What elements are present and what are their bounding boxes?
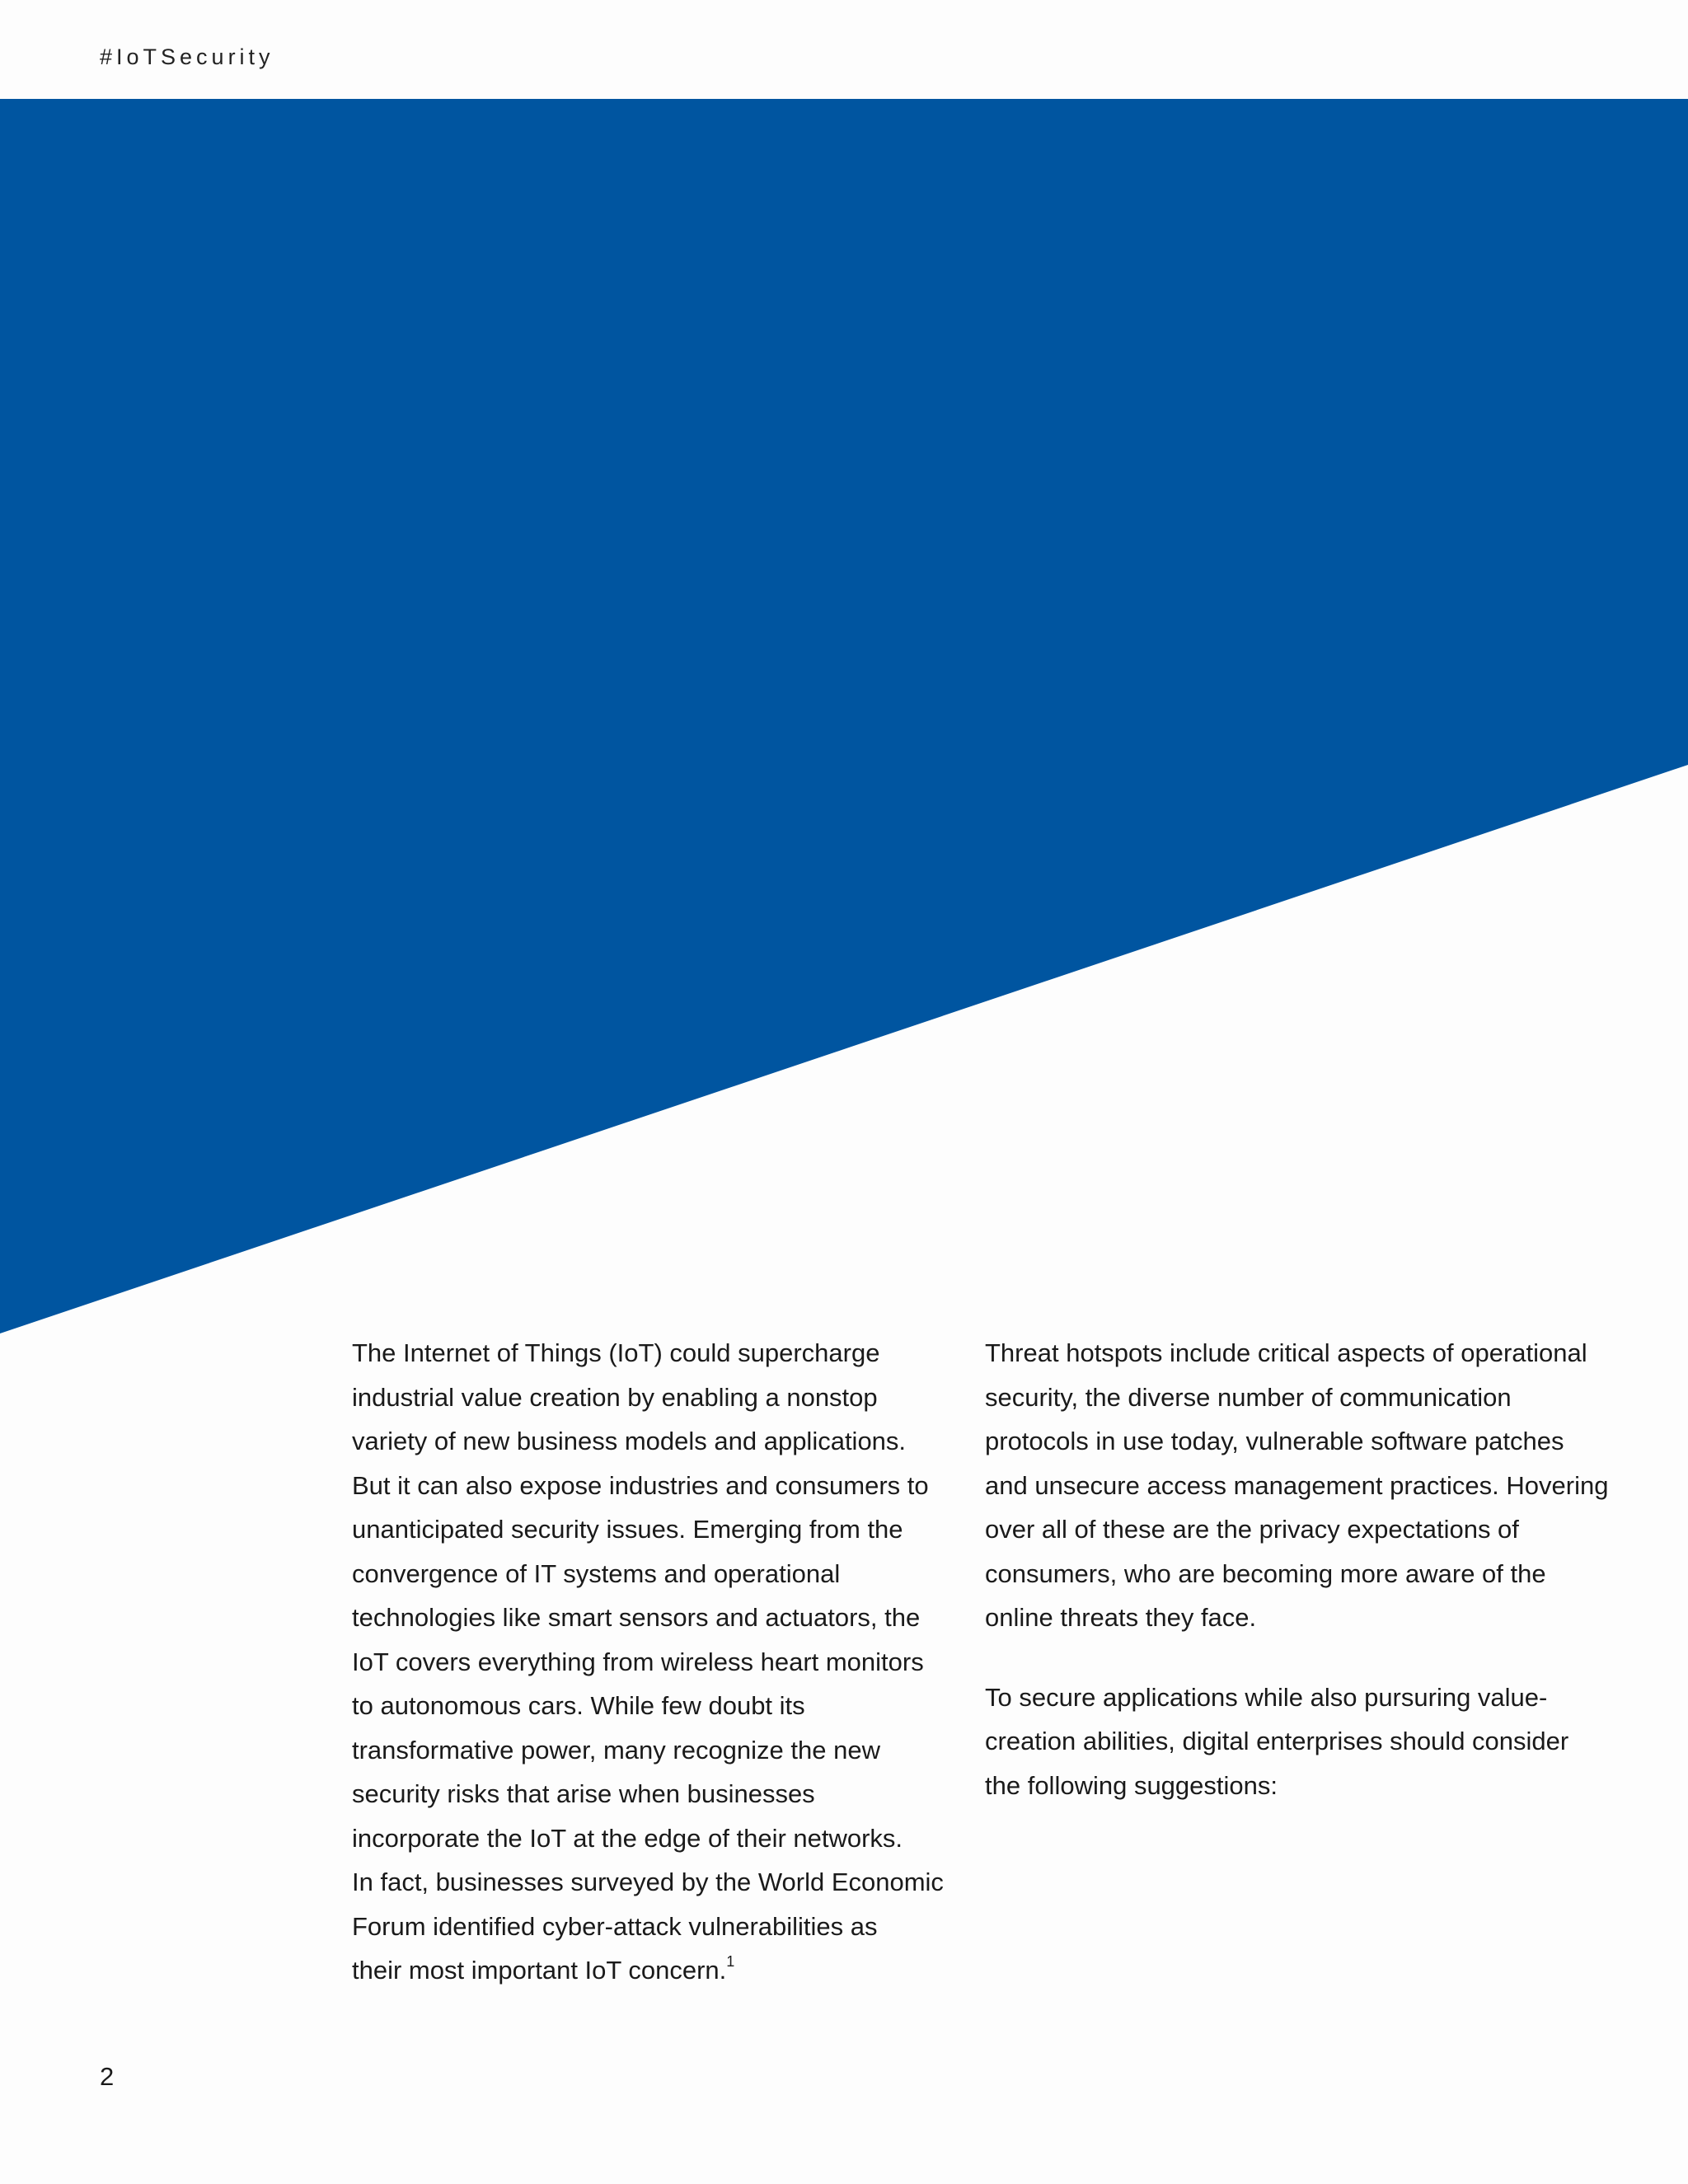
threat-hotspots-paragraph: Threat hotspots include critical aspects of operational security, the diverse number of communication protocols in use today, vulnerable software patches and unsecure access management practices. Hovering over all of these are the privacy expectations of consumers, who are becoming more aware of the online threats they face. bbox=[985, 1338, 1609, 1632]
page-number: 2 bbox=[100, 2062, 115, 2091]
hero-blue-banner bbox=[0, 99, 1688, 1333]
left-text-column bbox=[352, 1331, 962, 1993]
section-hashtag: #IoTSecurity bbox=[100, 45, 274, 69]
footnote-marker: 1 bbox=[726, 1952, 735, 1970]
suggestions-paragraph: To secure applications while also pursuring value- creation abilities, digital enterprises should consider the following suggestions: bbox=[985, 1682, 1569, 1800]
intro-paragraph-text: The Internet of Things (IoT) could supercharge industrial value creation by enabling a nonstop variety of new business models and applications. But it can also expose industries and consumers to unanticipated security issues. Emerging from the convergence of IT systems and operational technologies like smart sensors and actuators, the IoT covers everything from wireless heart monitors to autonomous cars. While few doubt its transformative power, many recognize the new security risks that arise when businesses incorporate the IoT at the edge of their networks. In fact, businesses surveyed by the World Economic Forum identified cyber-attack vulnerabilities as their most important IoT concern. bbox=[352, 1338, 944, 1985]
intro-paragraph bbox=[352, 1331, 962, 1993]
blue-diagonal-polygon bbox=[0, 99, 1688, 1333]
right-text-column bbox=[985, 1331, 1644, 1807]
diagonal-banner-shape bbox=[0, 99, 1688, 1333]
